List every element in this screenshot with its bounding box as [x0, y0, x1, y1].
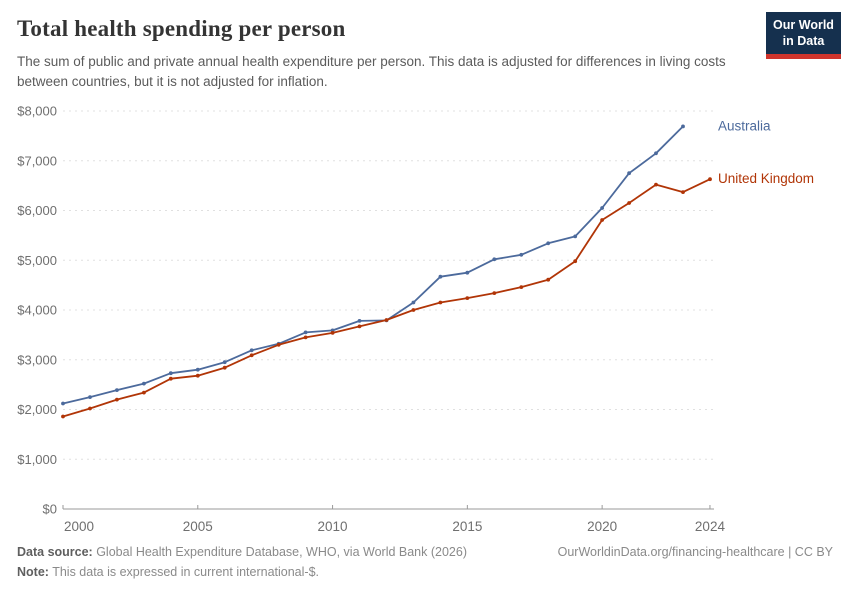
x-tick-label: 2005	[182, 519, 213, 534]
data-point-australia[interactable]	[573, 235, 577, 239]
data-point-australia[interactable]	[627, 171, 631, 175]
data-point-united-kingdom[interactable]	[681, 190, 685, 194]
data-point-australia[interactable]	[519, 253, 523, 257]
note-line	[17, 565, 833, 579]
x-tick-label: 2015	[452, 519, 483, 534]
y-tick-label: $6,000	[17, 203, 57, 218]
owid-logo-line2: in Data	[782, 33, 825, 48]
note-label: Note:	[17, 565, 49, 579]
data-point-australia[interactable]	[169, 371, 173, 375]
owid-logo-line1: Our World	[773, 18, 834, 32]
data-point-australia[interactable]	[492, 257, 496, 261]
data-point-united-kingdom[interactable]	[196, 374, 200, 378]
data-point-united-kingdom[interactable]	[304, 336, 308, 340]
data-point-australia[interactable]	[681, 125, 685, 129]
data-point-united-kingdom[interactable]	[385, 318, 389, 322]
x-tick-label: 2010	[317, 519, 348, 534]
data-point-united-kingdom[interactable]	[600, 218, 604, 222]
data-point-united-kingdom[interactable]	[358, 325, 362, 329]
note-value: This data is expressed in current international-$.	[48, 565, 320, 579]
series-label-australia: Australia	[718, 118, 771, 134]
data-point-australia[interactable]	[465, 271, 469, 275]
data-point-australia[interactable]	[439, 275, 443, 279]
data-point-australia[interactable]	[304, 331, 308, 335]
data-point-united-kingdom[interactable]	[223, 366, 227, 370]
y-tick-label: $0	[42, 501, 57, 517]
data-point-united-kingdom[interactable]	[277, 343, 281, 347]
data-point-united-kingdom[interactable]	[465, 296, 469, 300]
data-point-united-kingdom[interactable]	[250, 353, 254, 357]
y-tick-label: $7,000	[17, 153, 57, 169]
y-tick-label: $2,000	[17, 402, 57, 417]
data-point-united-kingdom[interactable]	[169, 377, 173, 381]
data-point-united-kingdom[interactable]	[439, 301, 443, 305]
data-point-united-kingdom[interactable]	[654, 183, 658, 187]
data-point-australia[interactable]	[412, 301, 416, 305]
data-point-united-kingdom[interactable]	[492, 291, 496, 295]
data-source-line	[17, 545, 467, 559]
data-point-australia[interactable]	[88, 395, 92, 399]
data-point-australia[interactable]	[546, 241, 550, 245]
data-point-united-kingdom[interactable]	[115, 398, 119, 402]
x-tick-label: 2024	[694, 519, 725, 534]
y-tick-label: $1,000	[17, 451, 57, 467]
series-line-united-kingdom[interactable]	[63, 179, 710, 416]
footer-link[interactable]: OurWorldinData.org/financing-healthcare | CC BY	[557, 545, 833, 559]
y-tick-label: $8,000	[17, 103, 57, 119]
chart-footer	[17, 545, 833, 579]
data-point-united-kingdom[interactable]	[331, 331, 335, 335]
data-point-australia[interactable]	[142, 382, 146, 386]
y-tick-label: $3,000	[17, 352, 57, 368]
data-point-united-kingdom[interactable]	[88, 407, 92, 411]
data-point-united-kingdom[interactable]	[546, 278, 550, 282]
data-point-united-kingdom[interactable]	[142, 391, 146, 395]
footer-row	[17, 545, 833, 559]
data-point-australia[interactable]	[654, 151, 658, 155]
y-tick-label: $5,000	[17, 252, 57, 268]
data-point-united-kingdom[interactable]	[519, 285, 523, 289]
data-point-australia[interactable]	[600, 206, 604, 210]
data-point-australia[interactable]	[196, 368, 200, 372]
data-point-united-kingdom[interactable]	[573, 259, 577, 263]
page-title: Total health spending per person	[17, 16, 346, 41]
series-line-australia[interactable]	[63, 126, 683, 403]
data-point-united-kingdom[interactable]	[627, 201, 631, 205]
data-point-australia[interactable]	[223, 360, 227, 364]
data-point-australia[interactable]	[358, 319, 362, 323]
data-point-australia[interactable]	[115, 388, 119, 392]
chart-subtitle: The sum of public and private annual health expenditure per person. This data is adjusted for differences in living costs between countries, but it is not adjusted for inflation.	[17, 54, 726, 89]
data-point-united-kingdom[interactable]	[412, 308, 416, 312]
data-point-australia[interactable]	[61, 402, 65, 406]
x-tick-label: 2000	[64, 519, 95, 534]
y-tick-label: $4,000	[17, 302, 57, 318]
data-source-value: Global Health Expenditure Database, WHO, via World Bank (2026)	[92, 545, 467, 559]
x-tick-label: 2020	[587, 519, 618, 534]
data-point-united-kingdom[interactable]	[708, 177, 712, 181]
data-point-united-kingdom[interactable]	[61, 415, 65, 419]
data-source-label: Data source:	[17, 545, 93, 559]
series-label-united-kingdom: United Kingdom	[718, 171, 815, 187]
data-point-australia[interactable]	[250, 348, 254, 352]
